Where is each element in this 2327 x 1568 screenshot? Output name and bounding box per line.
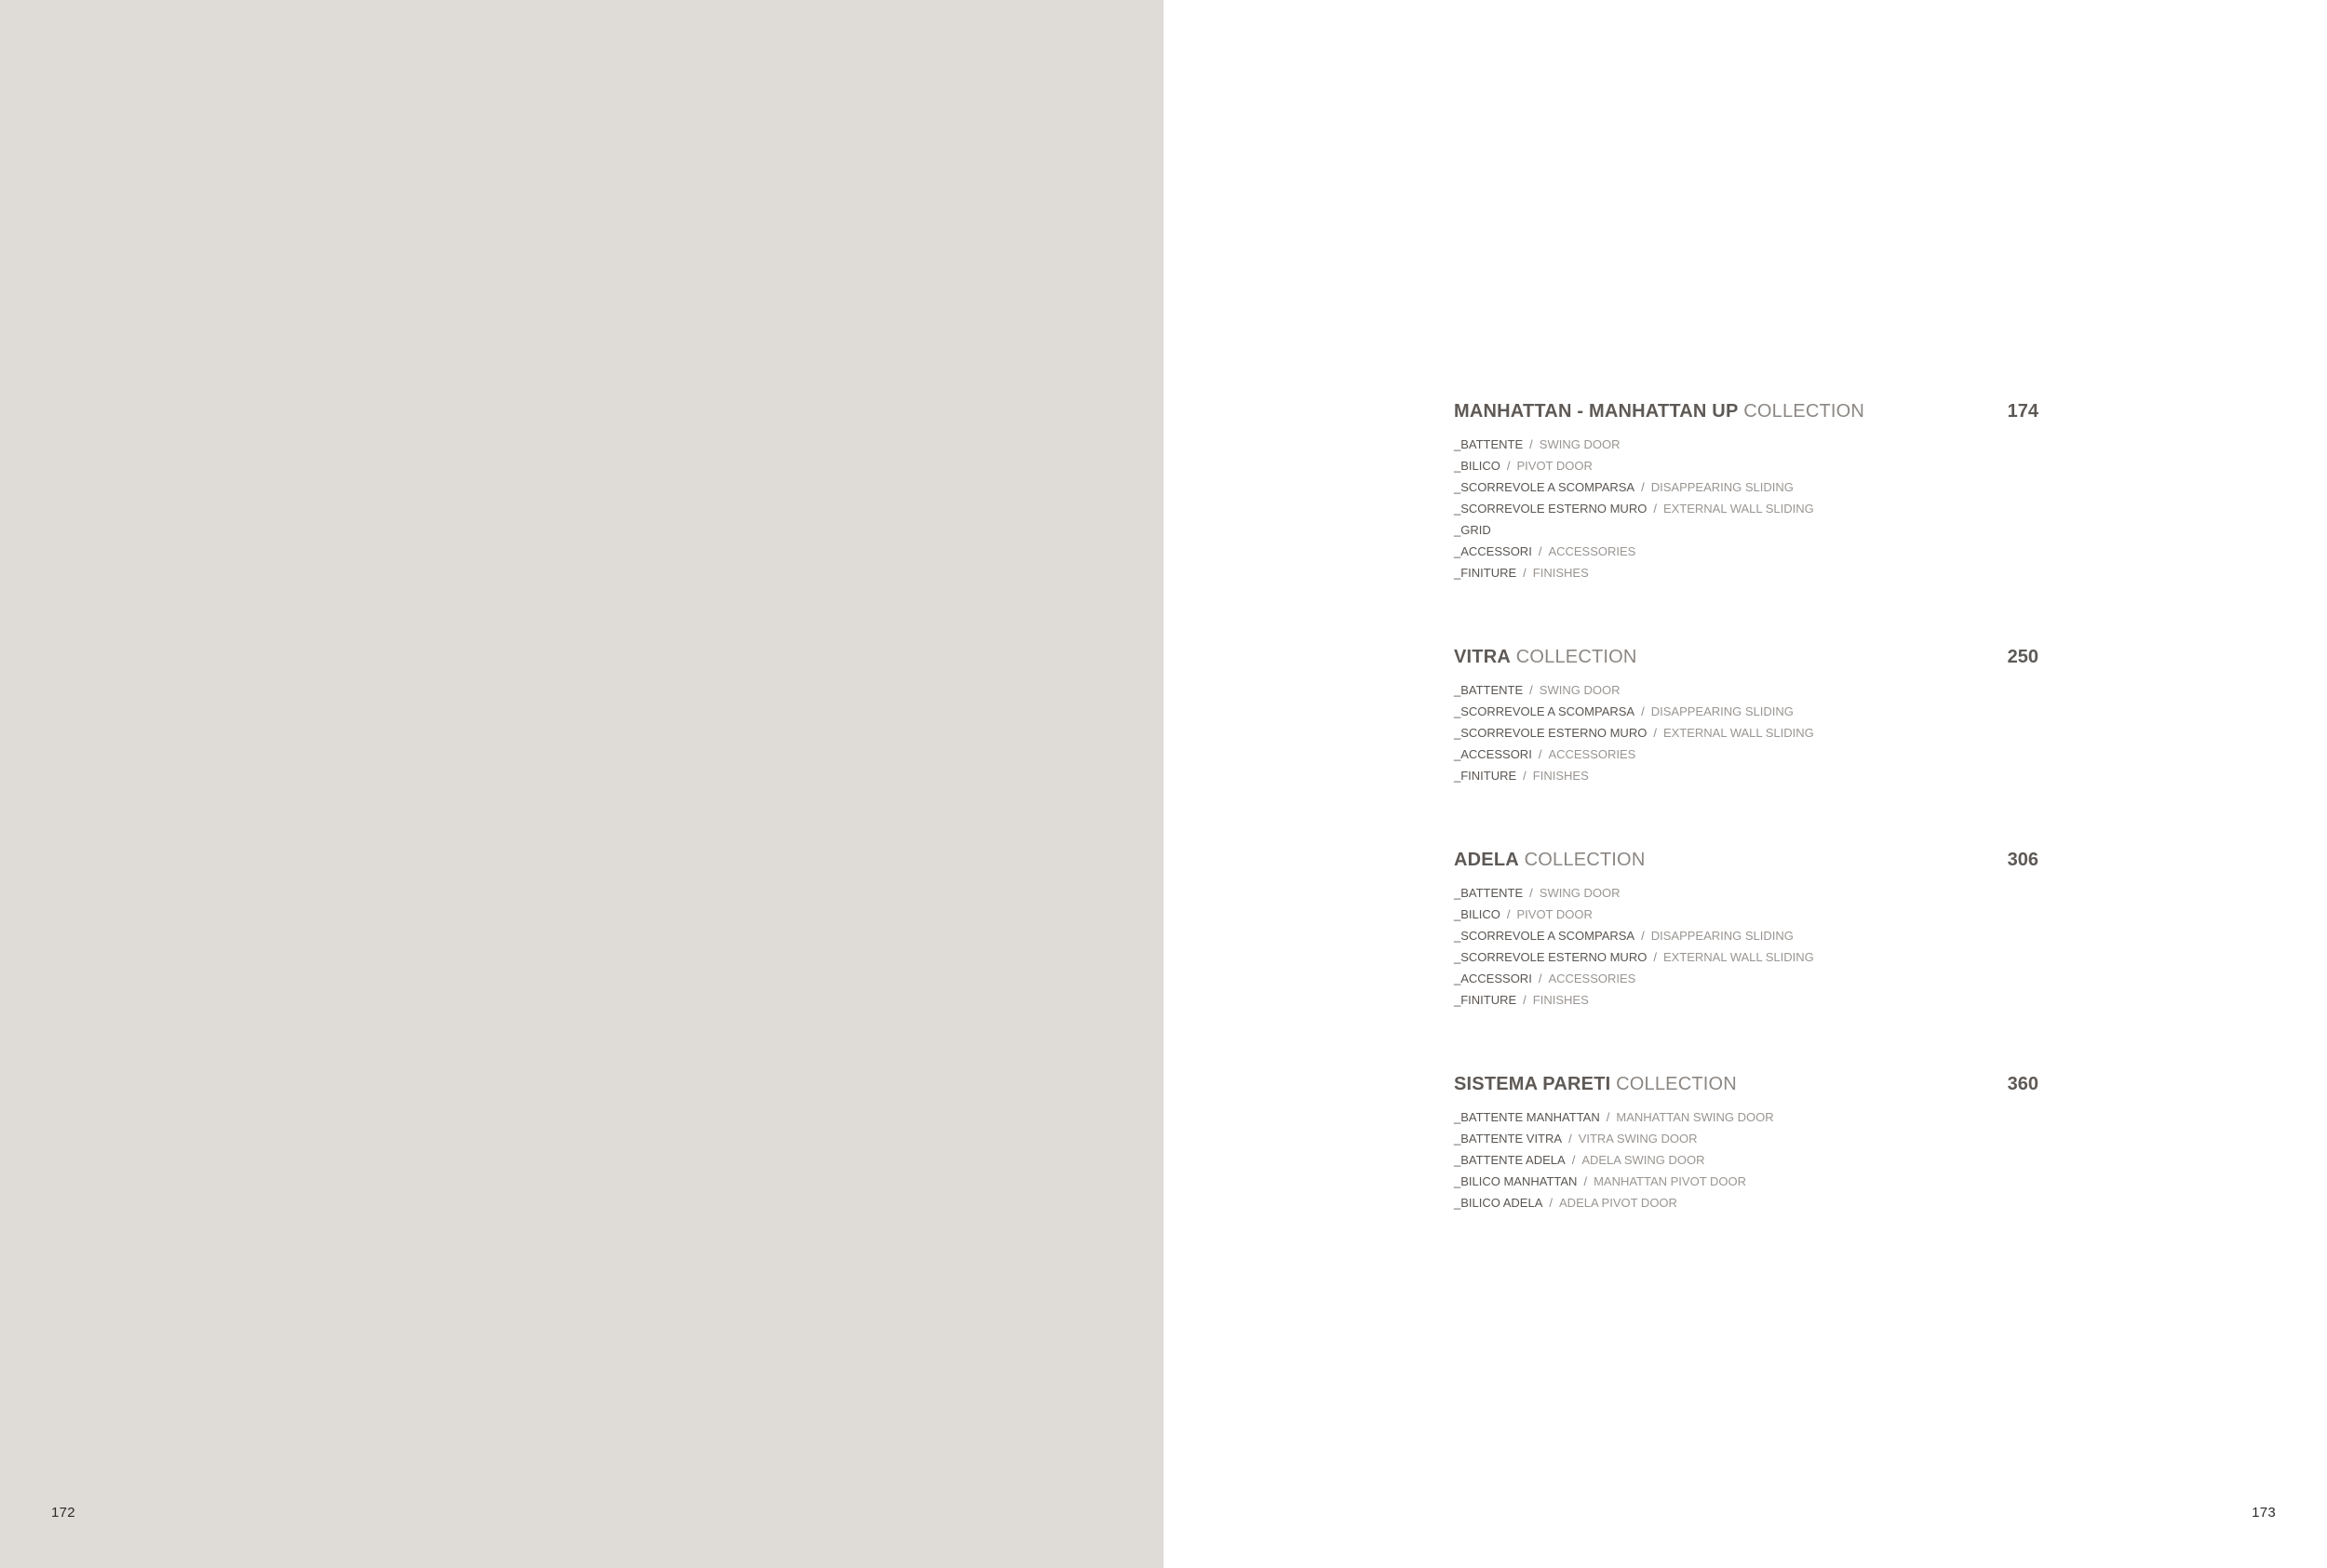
item-italian: _BILICO ADELA <box>1454 1196 1543 1210</box>
section-suffix: COLLECTION <box>1524 850 1646 870</box>
list-item <box>1454 925 1814 946</box>
list-item <box>1454 455 1814 476</box>
list-item <box>1454 476 1814 498</box>
list-item <box>1454 744 1814 765</box>
section-header <box>1454 849 2038 877</box>
item-italian: _SCORREVOLE A SCOMPARSA <box>1454 704 1635 718</box>
item-english: MANHATTAN SWING DOOR <box>1616 1110 1774 1124</box>
item-italian: _BILICO <box>1454 459 1500 473</box>
section-item-list <box>1454 679 1814 786</box>
item-english: FINISHES <box>1532 993 1589 1007</box>
item-english: SWING DOOR <box>1539 437 1621 451</box>
item-italian: _ACCESSORI <box>1454 544 1532 558</box>
item-separator: / <box>1571 1153 1576 1167</box>
section-name: MANHATTAN - MANHATTAN UP <box>1454 401 1739 422</box>
section-title <box>1454 646 1637 668</box>
list-item <box>1454 989 1814 1011</box>
item-english: PIVOT DOOR <box>1516 459 1593 473</box>
toc-section-adela <box>1454 849 2038 1007</box>
list-item <box>1454 968 1814 989</box>
section-name: VITRA <box>1454 647 1511 667</box>
section-suffix: COLLECTION <box>1743 401 1865 422</box>
left-page-number: 172 <box>51 1505 75 1521</box>
item-english: FINISHES <box>1532 769 1589 783</box>
toc-section-manhattan <box>1454 400 2038 580</box>
item-italian: _SCORREVOLE ESTERNO MURO <box>1454 950 1648 964</box>
item-english: EXTERNAL WALL SLIDING <box>1662 950 1814 964</box>
item-italian: _SCORREVOLE ESTERNO MURO <box>1454 726 1648 740</box>
item-separator: / <box>1538 972 1542 985</box>
section-title <box>1454 849 1645 871</box>
section-suffix: COLLECTION <box>1616 1074 1737 1094</box>
list-item <box>1454 722 1814 744</box>
item-separator: / <box>1523 769 1527 783</box>
item-italian: _BATTENTE <box>1454 886 1524 900</box>
section-page-number: 174 <box>2007 401 2038 422</box>
toc-section-vitra <box>1454 646 2038 783</box>
item-italian: _BATTENTE <box>1454 683 1524 697</box>
item-english: SWING DOOR <box>1539 886 1621 900</box>
list-item <box>1454 904 1814 925</box>
section-name: SISTEMA PARETI <box>1454 1074 1611 1094</box>
section-item-list <box>1454 1106 1774 1213</box>
item-english: EXTERNAL WALL SLIDING <box>1662 502 1814 516</box>
item-separator: / <box>1568 1132 1572 1146</box>
item-english: MANHATTAN PIVOT DOOR <box>1594 1174 1747 1188</box>
list-item <box>1454 1128 1774 1149</box>
item-english: PIVOT DOOR <box>1516 907 1593 921</box>
item-english: ACCESSORIES <box>1548 747 1636 761</box>
list-item <box>1454 541 1814 562</box>
item-italian: _BILICO MANHATTAN <box>1454 1174 1578 1188</box>
item-separator: / <box>1641 929 1645 943</box>
item-separator: / <box>1606 1110 1610 1124</box>
item-italian: _GRID <box>1454 523 1491 537</box>
list-item <box>1454 434 1814 455</box>
section-page-number: 360 <box>2007 1074 2038 1094</box>
section-suffix: COLLECTION <box>1515 647 1637 667</box>
item-italian: _SCORREVOLE ESTERNO MURO <box>1454 502 1648 516</box>
item-italian: _BATTENTE MANHATTAN <box>1454 1110 1600 1124</box>
item-separator: / <box>1538 544 1542 558</box>
section-title <box>1454 1073 1737 1095</box>
list-item <box>1454 1149 1774 1171</box>
item-english: DISAPPEARING SLIDING <box>1650 480 1794 494</box>
item-italian: _FINITURE <box>1454 566 1517 580</box>
item-english: EXTERNAL WALL SLIDING <box>1662 726 1814 740</box>
item-english: ADELA SWING DOOR <box>1581 1153 1705 1167</box>
list-item <box>1454 562 1814 583</box>
item-english: VITRA SWING DOOR <box>1578 1132 1698 1146</box>
item-english: DISAPPEARING SLIDING <box>1650 704 1794 718</box>
list-item <box>1454 1106 1774 1128</box>
item-separator: / <box>1583 1174 1588 1188</box>
item-english: SWING DOOR <box>1539 683 1621 697</box>
section-item-list <box>1454 882 1814 1011</box>
item-separator: / <box>1653 502 1657 516</box>
item-separator: / <box>1653 950 1657 964</box>
item-italian: _BATTENTE <box>1454 437 1524 451</box>
section-page-number: 250 <box>2007 647 2038 667</box>
section-header <box>1454 1073 2038 1101</box>
list-item <box>1454 1171 1774 1192</box>
section-name: ADELA <box>1454 850 1519 870</box>
section-header <box>1454 400 2038 428</box>
item-italian: _SCORREVOLE A SCOMPARSA <box>1454 929 1635 943</box>
list-item <box>1454 701 1814 722</box>
item-english: ACCESSORIES <box>1548 972 1636 985</box>
item-italian: _SCORREVOLE A SCOMPARSA <box>1454 480 1635 494</box>
item-separator: / <box>1523 993 1527 1007</box>
item-separator: / <box>1529 886 1533 900</box>
list-item <box>1454 946 1814 968</box>
section-page-number: 306 <box>2007 850 2038 870</box>
toc-section-sistema-pareti <box>1454 1073 2038 1210</box>
section-header <box>1454 646 2038 674</box>
list-item <box>1454 679 1814 701</box>
item-english: FINISHES <box>1532 566 1589 580</box>
item-english: DISAPPEARING SLIDING <box>1650 929 1794 943</box>
list-item <box>1454 498 1814 519</box>
list-item <box>1454 1192 1774 1213</box>
item-italian: _ACCESSORI <box>1454 972 1532 985</box>
item-italian: _FINITURE <box>1454 993 1517 1007</box>
item-italian: _ACCESSORI <box>1454 747 1532 761</box>
item-separator: / <box>1549 1196 1554 1210</box>
right-page-number: 173 <box>2252 1505 2276 1521</box>
item-separator: / <box>1538 747 1542 761</box>
item-separator: / <box>1529 437 1533 451</box>
item-separator: / <box>1529 683 1533 697</box>
item-separator: / <box>1641 480 1645 494</box>
list-item <box>1454 882 1814 904</box>
item-separator: / <box>1506 459 1511 473</box>
item-italian: _BATTENTE ADELA <box>1454 1153 1566 1167</box>
item-italian: _BILICO <box>1454 907 1500 921</box>
item-separator: / <box>1506 907 1511 921</box>
list-item <box>1454 519 1814 541</box>
item-italian: _BATTENTE VITRA <box>1454 1132 1563 1146</box>
item-english: ACCESSORIES <box>1548 544 1636 558</box>
item-separator: / <box>1641 704 1645 718</box>
item-separator: / <box>1523 566 1527 580</box>
section-title <box>1454 400 1864 422</box>
item-italian: _FINITURE <box>1454 769 1517 783</box>
section-item-list <box>1454 434 1814 583</box>
list-item <box>1454 765 1814 786</box>
item-english: ADELA PIVOT DOOR <box>1559 1196 1677 1210</box>
item-separator: / <box>1653 726 1657 740</box>
